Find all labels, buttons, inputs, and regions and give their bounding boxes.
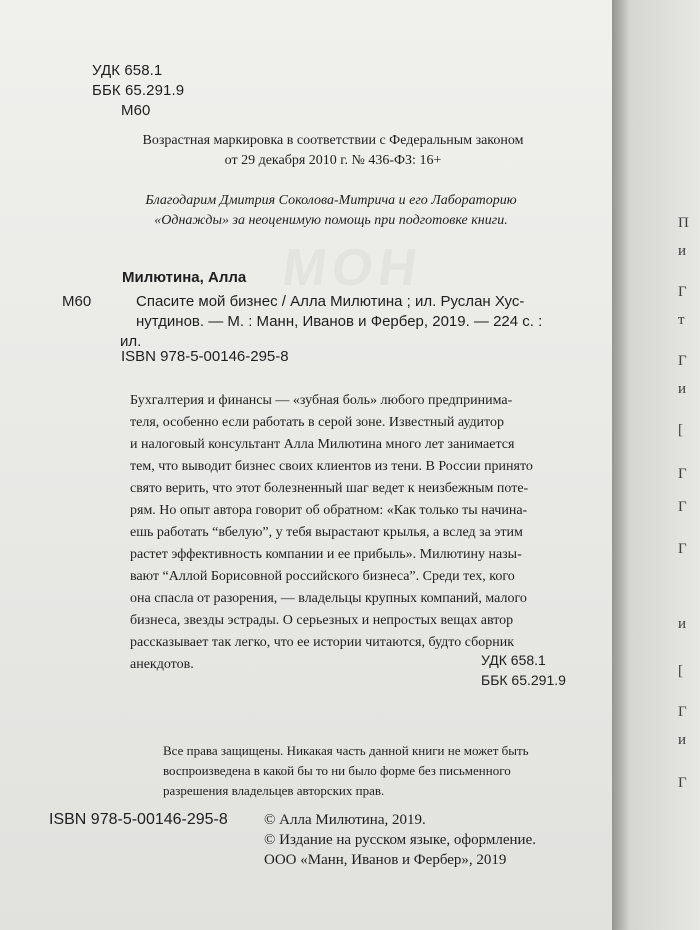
- annotation-line-9: вают “Аллой Борисовной российского бизнеса”. Среди тех, кого: [130, 569, 515, 584]
- rights-line-3: разрешения владельцев авторских прав.: [163, 783, 385, 798]
- edge-mark-4: т: [678, 312, 685, 328]
- age-marking-line-1: Возрастная маркировка в соответствии с Федеральным законом: [142, 133, 524, 148]
- annotation-line-4: тем, что выводит бизнес своих клиентов из тени. В России принято: [130, 459, 533, 474]
- acknowledgement-line-2: «Однажды» за неоценимую помощь при подготовке книги.: [154, 213, 508, 228]
- annotation-line-10: она спасла от разорения, — владельцы крупных компаний, малого: [130, 591, 527, 606]
- rights-line-2: воспроизведена в какой бы то ни было форме без письменного: [163, 763, 511, 778]
- catalog-isbn: ISBN 978-5-00146-295-8: [121, 348, 289, 365]
- edge-mark-15: Г: [678, 775, 687, 791]
- edge-mark-13: Г: [678, 704, 687, 720]
- annotation-line-11: бизнеса, звезды эстрады. О серьезных и непростых вещах автор: [130, 613, 514, 628]
- acknowledgement-line-1: Благодарим Дмитрия Соколова-Митрича и его Лабораторию: [145, 193, 517, 208]
- catalog-code: М60: [62, 293, 92, 310]
- edge-mark-6: и: [678, 381, 687, 397]
- acknowledgement: [144, 191, 518, 231]
- edge-mark-2: и: [678, 243, 687, 259]
- author-code: М60: [121, 102, 151, 119]
- catalog-description: [120, 292, 565, 352]
- catalog-description-line-2: нутдинов. — М. : Манн, Иванов и Фербер, 2019. — 224 с. : ил.: [120, 313, 543, 350]
- annotation-bbk: ББК 65.291.9: [481, 672, 566, 688]
- edge-mark-14: и: [678, 732, 687, 748]
- edge-mark-1: П: [678, 215, 689, 231]
- edge-mark-10: Г: [678, 541, 687, 557]
- edge-mark-8: Г: [678, 466, 687, 482]
- copyright-block: [264, 810, 594, 870]
- edge-mark-11: и: [678, 616, 687, 632]
- age-marking: [118, 131, 548, 171]
- rights-line-1: Все права защищены. Никакая часть данной книги не может быть: [163, 743, 529, 758]
- annotation-line-3: и налоговый консультант Алла Милютина много лет занимается: [130, 437, 515, 452]
- copyright-design: © Издание на русском языке, оформление.: [264, 832, 536, 848]
- annotation-line-5: свято верить, что этот болезненный шаг ведет к неизбежным поте-: [130, 481, 529, 496]
- edge-mark-7: [: [678, 422, 683, 438]
- age-marking-line-2: от 29 декабря 2010 г. № 436-ФЗ: 16+: [224, 153, 442, 168]
- page-fold-shadow: [612, 0, 630, 930]
- rights-notice: [163, 741, 583, 801]
- faint-watermark-icon: МОН: [278, 239, 427, 297]
- copyright-author: © Алла Милютина, 2019.: [264, 812, 426, 828]
- edge-mark-5: Г: [678, 353, 687, 369]
- annotation-line-1: Бухгалтерия и финансы — «зубная боль» любого предпринима-: [130, 393, 513, 408]
- edge-mark-9: Г: [678, 499, 687, 515]
- right-page-edge: [612, 0, 700, 930]
- annotation-line-7: ешь работать “вбелую”, у тебя вырастают крылья, а вслед за этим: [130, 525, 523, 540]
- annotation-line-12: рассказывает так легко, что ее истории читаются, будто сборник: [130, 635, 515, 650]
- annotation-line-2: теля, особенно если работать в серой зоне. Известный аудитор: [130, 415, 504, 430]
- edge-mark-3: Г: [678, 284, 687, 300]
- annotation-line-8: растет эффективность компании и ее прибыль». Милютину назы-: [130, 547, 522, 562]
- catalog-author: Милютина, Алла: [122, 269, 247, 286]
- copyright-publisher: ООО «Манн, Иванов и Фербер», 2019: [264, 852, 507, 868]
- book-annotation: [130, 390, 564, 676]
- catalog-description-line-1: Спасите мой бизнес / Алла Милютина ; ил. Руслан Хус-: [136, 293, 525, 310]
- annotation-udk: УДК 658.1: [481, 652, 546, 668]
- bbk-code: ББК 65.291.9: [92, 82, 185, 99]
- bottom-isbn: ISBN 978-5-00146-295-8: [49, 811, 228, 828]
- annotation-line-13: анекдотов.: [130, 657, 194, 672]
- edge-mark-12: [: [678, 663, 683, 679]
- annotation-codes: [481, 650, 566, 690]
- library-codes: [92, 61, 184, 121]
- annotation-line-6: рям. Но опыт автора говорит об обратном: «Как только ты начина-: [130, 503, 528, 518]
- udk-code: УДК 658.1: [92, 62, 163, 79]
